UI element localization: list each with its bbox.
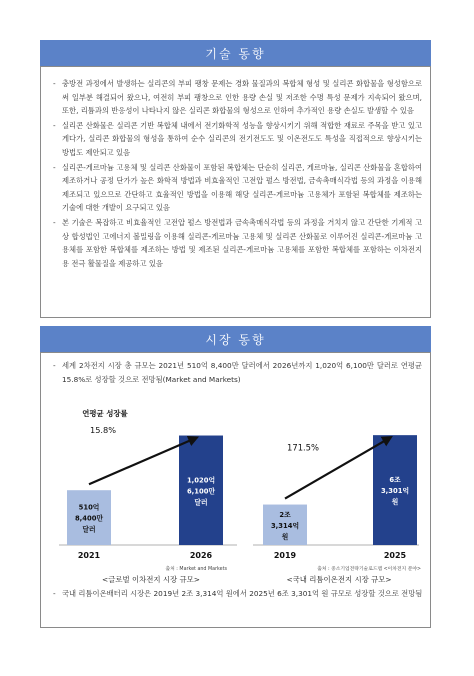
tech-section-header (40, 40, 431, 66)
market-intro-list (41, 353, 430, 386)
chart-data-label: 8,400만 (74, 514, 104, 523)
chart-data-label: 3,314억 (270, 521, 300, 530)
chart-data-label: 달러 (82, 525, 96, 534)
market-intro-paragraph: - 세계 2차전지 시장 총 규모는 2021년 510억 8,400만 달러에서 2026년까지 1,020억 6,100만 달러로 연평균 15.8%로 성장할 것으로 전망됨(Market and Markets) (53, 361, 422, 384)
chart-data-label: 원 (281, 532, 289, 541)
chart-data-label: 6조 (389, 476, 401, 485)
chart-data-label: 원 (391, 498, 399, 507)
chart-data-label: 달러 (194, 498, 208, 507)
growth-label-value: 171.5% (287, 442, 319, 453)
chart-data-label: 1,020억 (186, 476, 216, 485)
tech-paragraph: - 실리콘-게르마늄 고용체 및 실리콘 산화물이 포함된 복합체는 단순히 실리콘, 게르마늄, 실리콘 산화물을 혼합하여 제조하거나 공정 단가가 높은 화학적 방법과 비효율적인 고전압 펄스 방전법, 금속촉매식각법 등의 과정을 이용해 제조되고 있으므로 간단하고 효율적인 방법을 이용해 해당 실리콘-게르마늄 고용체가 포함된 복합체를 제조하는 기술에 대한 개발이 요구되고 있음 (53, 162, 422, 213)
market-outro-paragraph: - 국내 리튬이온배터리 시장은 2019년 2조 3,314억 원에서 2025년 6조 3,301억 원 규모로 성장할 것으로 전망됨 (53, 589, 423, 598)
tech-paragraph-list (41, 67, 430, 270)
chart-caption: <글로벌 이차전지 시장 규모> (102, 575, 200, 584)
tech-section-box (40, 66, 431, 318)
chart-category-label: 2026 (189, 551, 213, 560)
chart-source: 출처 : 중소기업전략기술로드맵 <이차전지 분야> (317, 567, 421, 572)
growth-label-value: 15.8% (89, 425, 117, 436)
market-outro-list (41, 587, 432, 602)
growth-label-title: 연평균 성장률 (82, 409, 128, 419)
chart-data-label: 6,100만 (186, 487, 216, 496)
chart-data-label: 510억 (78, 503, 100, 512)
chart-category-label: 2021 (77, 551, 101, 560)
tech-section-title: 기술 동향 (205, 46, 266, 61)
tech-paragraph: - 충방전 과정에서 발생하는 실리콘의 부피 팽창 문제는 경화 물질과의 복합체 형성 및 실리콘 화합물을 형성함으로써 일부분 해결되어 왔으나, 여전히 부피 팽창으로 인한 용량 손실 및 저조한 수명 특성 문제가 지속되어 왔으며, 또한, 리튬과의 반응성이 나타나지 않은 실리콘 화합물의 형성으로 인하여 추가적인 용량 손실도 발생할 수 있음 (53, 79, 422, 116)
market-section-header (40, 326, 431, 352)
chart-caption: <국내 리튬이온전지 시장 규모> (286, 575, 392, 584)
market-charts-svg (41, 391, 432, 587)
chart-category-label: 2019 (273, 551, 297, 560)
chart-data-label: 2조 (279, 510, 291, 519)
chart-data-label: 3,301억 (380, 487, 410, 496)
market-charts (41, 391, 432, 587)
chart-category-label: 2025 (383, 551, 407, 560)
tech-paragraph: - 실리콘 산화물은 실리콘 기반 복합체 내에서 전기화학적 성능을 향상시키기 위해 적합한 재료로 주목을 받고 있고 게다가, 실리콘 화합물의 형성을 통하여 순수 실리콘의 전기전도도 및 이온전도도 특성을 직접적으로 향상시키는 방법도 제안되고 있음 (53, 120, 422, 157)
market-section-title: 시장 동향 (205, 332, 266, 347)
tech-paragraph: - 본 기술은 복잡하고 비효율적인 고전압 펄스 방전법과 금속촉매식각법 등의 과정을 거치지 않고 간단한 기계적 고상 합성법인 고에너지 볼밀링을 이용해 실리콘-게르마늄 고용체 및 실리콘 산화물로 이루어진 실리콘-게르마늄 고용체를 포함한 복합체를 제조하는 방법 및 제조된 실리콘-게르마늄 고용체를 포함한 복합체를 포함하는 이차전지용 전극 활물질을 제공하고 있음 (53, 217, 422, 268)
chart-source: 출처 : Market and Markets (165, 567, 227, 572)
market-section-box (40, 352, 431, 628)
